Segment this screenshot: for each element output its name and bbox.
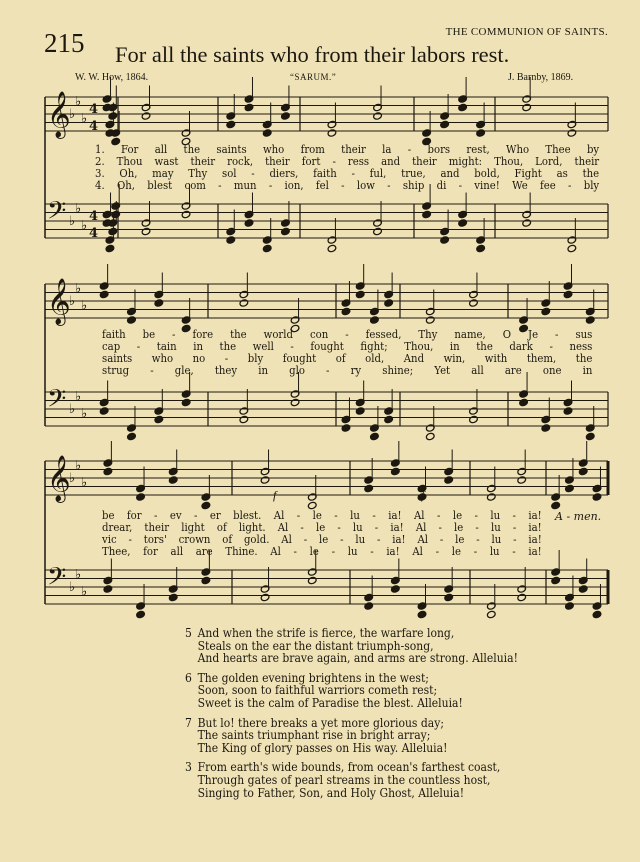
hymn-number: 215 [44, 28, 85, 58]
note-head [239, 415, 249, 423]
note-head [364, 484, 374, 492]
note-head [517, 476, 527, 484]
note-head [341, 307, 351, 315]
note-head [127, 316, 137, 324]
note-head [417, 610, 427, 618]
note-head [458, 219, 468, 227]
flat-icon: ♭ [69, 580, 76, 595]
note-head [281, 112, 291, 120]
stanza-line: From earth's wide bounds, from ocean's farthest coast, [197, 760, 501, 775]
note-head [522, 103, 532, 111]
flat-icon: ♭ [75, 567, 82, 583]
note-head [486, 610, 496, 618]
note-head [168, 476, 178, 484]
dynamic-forte: f [421, 488, 425, 502]
note-head [244, 219, 254, 227]
flat-icon: ♭ [75, 458, 82, 474]
flat-icon: ♭ [81, 111, 88, 127]
note-head [425, 432, 435, 440]
note-head [108, 112, 118, 120]
note-head [341, 424, 351, 432]
flat-icon: ♭ [69, 294, 76, 309]
note-head [370, 316, 380, 324]
note-head [592, 610, 602, 618]
note-head [541, 307, 551, 315]
note-head [181, 210, 191, 218]
note-head [141, 112, 151, 120]
note-head [262, 244, 272, 252]
dynamic-forte: f [273, 488, 277, 502]
note-head [444, 476, 454, 484]
note-head [585, 316, 595, 324]
note-head [522, 219, 532, 227]
flat-icon: ♭ [69, 107, 76, 122]
note-head [519, 398, 529, 406]
note-head [281, 227, 291, 235]
note-head [551, 501, 561, 509]
note-head [422, 210, 432, 218]
note-head [111, 210, 121, 218]
note-head [578, 467, 588, 475]
note-head [563, 407, 573, 415]
note-head [486, 493, 496, 501]
lyric-line: strug - gle, they in glo - ry shine; Yet all are one in [102, 364, 593, 377]
note-head [565, 484, 575, 492]
bass-clef-icon: 𝄢 [47, 196, 67, 232]
note-head [244, 103, 254, 111]
note-head [440, 120, 450, 128]
note-head [103, 467, 113, 475]
flat-icon: ♭ [75, 281, 82, 297]
note-head [567, 129, 577, 137]
note-head [373, 112, 383, 120]
note-head [136, 610, 146, 618]
note-head [307, 576, 317, 584]
treble-clef-icon: 𝄞 [47, 278, 71, 325]
note-head [136, 493, 146, 501]
note-head [585, 432, 595, 440]
note-head [391, 467, 401, 475]
lyric-line: faith be - fore the world con - fessed, Thy name, O Je - sus [102, 328, 593, 341]
note-head [99, 290, 109, 298]
flat-icon: ♭ [69, 214, 76, 229]
note-head [108, 227, 118, 235]
flat-icon: ♭ [81, 584, 88, 600]
lyric-line: 4. Oh, blest com - mun - ion, fel - low - ship di - vine! We fee - bly [95, 179, 600, 192]
note-head [355, 290, 365, 298]
note-head [154, 299, 164, 307]
lyric-line: 1. For all the saints who from their la - bors rest, Who Thee by [95, 143, 600, 156]
time-signature: 4 [89, 102, 99, 117]
stanza-line: The golden evening brightens in the west; [197, 670, 429, 685]
lyrics-system-2 [102, 329, 592, 377]
lyric-line: 2. Thou wast their rock, their fort - ress and their might: Thou, Lord, their [95, 155, 600, 168]
note-head [425, 316, 435, 324]
flat-icon: ♭ [81, 218, 88, 234]
additional-stanzas [185, 627, 518, 806]
note-head [290, 398, 300, 406]
lyric-line: vic - tors' crown of gold. Al - le - lu - ia! Al - le - lu - ia! [102, 533, 542, 546]
note-head [578, 585, 588, 593]
note-head [565, 602, 575, 610]
note-head [201, 576, 211, 584]
note-head [476, 244, 486, 252]
time-signature: 4 [89, 209, 99, 224]
note-head [327, 244, 337, 252]
treble-clef-icon: 𝄞 [47, 455, 71, 502]
note-head [239, 299, 249, 307]
note-head [469, 299, 479, 307]
note-head [154, 415, 164, 423]
time-signature: 4 [89, 119, 99, 134]
stanza-line: Sweet is the calm of Paradise the blest. Alleluia! [197, 695, 463, 710]
lyrics-system-1 [95, 144, 599, 192]
flat-icon: ♭ [75, 94, 82, 110]
bass-clef-icon: 𝄢 [47, 384, 67, 420]
note-head [370, 432, 380, 440]
lyric-line: 3. Oh, may Thy sol - diers, faith - ful, true, and bold, Fight as the [95, 167, 600, 180]
flat-icon: ♭ [75, 201, 82, 217]
bass-clef-icon: 𝄢 [47, 562, 67, 598]
note-head [262, 129, 272, 137]
section-heading: THE COMMUNION OF SAINTS. [445, 26, 608, 38]
stanza-number: 3 [185, 760, 192, 775]
flat-icon: ♭ [81, 475, 88, 491]
stanza-number: 6 [185, 670, 192, 685]
note-head [592, 493, 602, 501]
note-head [563, 290, 573, 298]
note-head [127, 432, 137, 440]
lyrics-system-3 [102, 510, 542, 558]
stanza-3 [185, 761, 518, 799]
stanza-number: 5 [185, 626, 192, 640]
note-head [364, 602, 374, 610]
note-head [469, 415, 479, 423]
note-head [355, 407, 365, 415]
flat-icon: ♭ [69, 402, 76, 417]
stanza-line: And when the strife is fierce, the warfare long, [197, 626, 455, 640]
note-head [168, 593, 178, 601]
flat-icon: ♭ [81, 298, 88, 314]
note-head [327, 129, 337, 137]
note-head [226, 120, 236, 128]
flat-icon: ♭ [69, 471, 76, 486]
note-head [567, 244, 577, 252]
note-head [384, 415, 394, 423]
composer-credit: J. Barnby, 1869. [508, 72, 574, 83]
note-head [105, 244, 115, 252]
note-head [551, 576, 561, 584]
stanza-line: Through gates of pearl streams in the countless host, [197, 772, 491, 787]
note-head [440, 236, 450, 244]
stanza-6 [185, 672, 518, 710]
note-head [476, 129, 486, 137]
stanza-7 [185, 717, 518, 755]
note-head [141, 227, 151, 235]
stanza-number: 7 [185, 715, 192, 730]
note-head [103, 585, 113, 593]
note-head [181, 398, 191, 406]
stanza-line: The King of glory passes on His way. Alleluia! [197, 740, 448, 755]
time-signature: 4 [89, 226, 99, 241]
lyric-line: Thee, for all are Thine. Al - le - lu - ia! Al - le - lu - ia! [102, 545, 542, 558]
note-head [384, 299, 394, 307]
lyric-line: saints who no - bly fought of old, And win, with them, the [102, 352, 593, 365]
author-credit: W. W. How, 1864. [75, 72, 149, 83]
note-head [226, 236, 236, 244]
lyric-line: be for - ev - er blest. Al - le - lu - ia! Al - le - lu - ia! [102, 509, 542, 522]
note-head [391, 585, 401, 593]
note-head [260, 476, 270, 484]
hymn-title: For all the saints who from their labors rest. [115, 42, 510, 67]
treble-clef-icon: 𝄞 [47, 91, 71, 138]
lyric-line: cap - tain in the well - fought fight; Thou, in the dark - ness [102, 340, 593, 353]
flat-icon: ♭ [75, 389, 82, 405]
note-head [458, 103, 468, 111]
stanza-line: Steals on the ear the distant triumph-song, [197, 638, 434, 653]
note-head [444, 593, 454, 601]
stanza-line: But lo! there breaks a yet more glorious day; [197, 715, 444, 730]
stanza-line: Soon, soon to faithful warriors cometh rest; [197, 683, 438, 698]
stanza-line: And hearts are brave again, and arms are strong. Alleluia! [197, 651, 518, 666]
note-head [373, 227, 383, 235]
note-head [517, 593, 527, 601]
note-head [541, 424, 551, 432]
stanza-line: The saints triumphant rise in bright array; [197, 728, 431, 743]
stanza-5 [185, 627, 518, 665]
flat-icon: ♭ [81, 406, 88, 422]
note-head [99, 407, 109, 415]
note-head [260, 593, 270, 601]
stanza-line: Singing to Father, Son, and Holy Ghost, Alleluia! [197, 785, 465, 800]
amen: A - men. [555, 510, 602, 523]
lyric-line: drear, their light of light. Al - le - lu - ia! Al - le - lu - ia! [102, 521, 542, 534]
tune-name: “SARUM.” [290, 72, 337, 82]
